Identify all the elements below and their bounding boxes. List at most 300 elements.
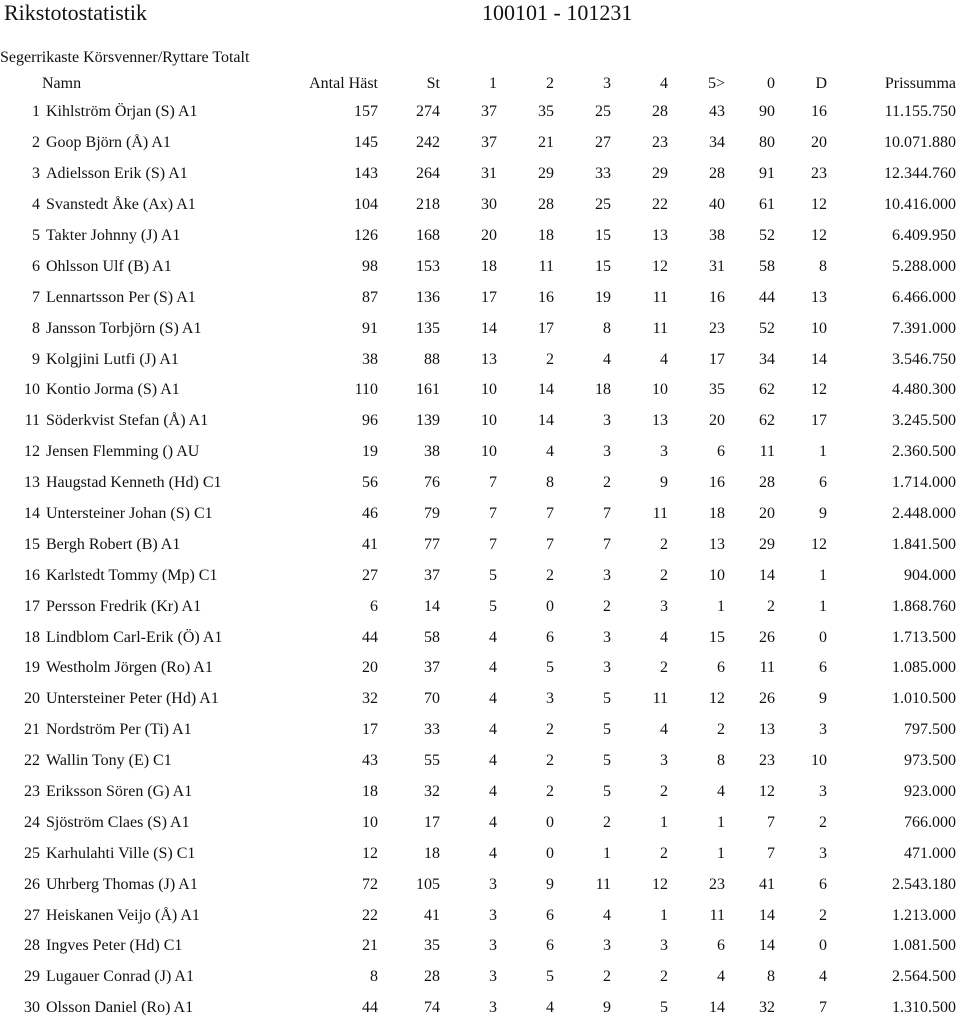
fifth-plus-cell: 23 (709, 875, 725, 893)
name-cell: Sjöström Claes (S) A1 (46, 813, 190, 831)
disq-cell: 1 (819, 566, 827, 584)
first-cell: 37 (481, 134, 497, 152)
second-cell: 5 (546, 659, 554, 677)
col-zero-header: 0 (767, 75, 775, 92)
starts-cell: 79 (424, 505, 440, 523)
zero-cell: 14 (759, 566, 775, 584)
prize-cell: 923.000 (904, 783, 956, 801)
first-cell: 20 (481, 227, 497, 244)
horses-cell: 96 (362, 412, 378, 430)
fourth-cell: 2 (660, 783, 668, 801)
starts-cell: 274 (416, 103, 440, 121)
table-row (0, 962, 960, 993)
horses-cell: 44 (362, 628, 378, 646)
third-cell: 3 (603, 412, 611, 430)
second-cell: 6 (546, 937, 554, 955)
starts-cell: 161 (416, 381, 440, 399)
rank-cell: 12 (24, 443, 40, 461)
second-cell: 0 (546, 813, 554, 831)
first-cell: 37 (481, 103, 497, 121)
horses-cell: 126 (354, 227, 378, 244)
col-third-header: 3 (603, 75, 611, 92)
third-cell: 4 (603, 350, 611, 368)
starts-cell: 37 (424, 659, 440, 677)
table-row (0, 437, 960, 468)
name-cell: Goop Björn (Å) A1 (46, 134, 171, 152)
second-cell: 2 (546, 783, 554, 801)
disq-cell: 8 (819, 257, 827, 275)
fourth-cell: 12 (652, 257, 668, 275)
second-cell: 3 (546, 690, 554, 708)
disq-cell: 0 (819, 628, 827, 646)
starts-cell: 33 (424, 721, 440, 739)
rank-cell: 10 (24, 381, 40, 399)
horses-cell: 87 (362, 288, 378, 306)
starts-cell: 88 (424, 350, 440, 368)
disq-cell: 2 (819, 813, 827, 831)
fifth-plus-cell: 20 (709, 412, 725, 430)
fourth-cell: 2 (660, 535, 668, 553)
document-title: Rikstotostatistik (4, 0, 148, 25)
second-cell: 28 (538, 196, 554, 214)
rank-cell: 3 (32, 165, 40, 183)
zero-cell: 28 (759, 474, 775, 492)
zero-cell: 34 (759, 350, 775, 368)
statistics-table (0, 71, 960, 1024)
rank-cell: 14 (24, 505, 40, 523)
disq-cell: 12 (811, 196, 827, 214)
prize-cell: 1.010.500 (892, 690, 956, 708)
col-first-header: 1 (489, 75, 497, 92)
table-row (0, 622, 960, 653)
zero-cell: 26 (759, 690, 775, 708)
prize-cell: 3.245.500 (892, 412, 956, 430)
disq-cell: 7 (819, 999, 827, 1017)
rank-cell: 30 (24, 999, 40, 1017)
first-cell: 4 (489, 721, 497, 739)
zero-cell: 91 (759, 165, 775, 183)
fifth-plus-cell: 1 (717, 813, 725, 831)
zero-cell: 7 (767, 813, 775, 831)
prize-cell: 2.448.000 (892, 505, 956, 523)
fourth-cell: 4 (660, 628, 668, 646)
rank-cell: 11 (24, 412, 40, 430)
fifth-plus-cell: 28 (709, 165, 725, 183)
rank-cell: 29 (24, 968, 40, 986)
second-cell: 14 (538, 381, 554, 399)
first-cell: 3 (489, 875, 497, 893)
second-cell: 0 (546, 597, 554, 615)
zero-cell: 62 (759, 412, 775, 430)
table-row (0, 777, 960, 808)
prize-cell: 2.564.500 (892, 968, 956, 986)
third-cell: 2 (603, 597, 611, 615)
rank-cell: 13 (24, 474, 40, 492)
zero-cell: 29 (759, 535, 775, 553)
fifth-plus-cell: 18 (709, 505, 725, 523)
third-cell: 2 (603, 474, 611, 492)
second-cell: 6 (546, 628, 554, 646)
disq-cell: 17 (811, 412, 827, 430)
first-cell: 3 (489, 937, 497, 955)
horses-cell: 157 (354, 103, 378, 121)
header-row (0, 71, 960, 97)
name-cell: Adielsson Erik (S) A1 (46, 165, 188, 183)
fifth-plus-cell: 12 (709, 690, 725, 708)
table-row (0, 313, 960, 344)
fifth-plus-cell: 4 (717, 783, 725, 801)
name-cell: Westholm Jörgen (Ro) A1 (46, 659, 213, 677)
fifth-plus-cell: 6 (717, 443, 725, 461)
third-cell: 3 (603, 443, 611, 461)
rank-cell: 7 (32, 288, 40, 306)
rank-cell: 23 (24, 783, 40, 801)
second-cell: 4 (546, 443, 554, 461)
starts-cell: 37 (424, 566, 440, 584)
starts-cell: 70 (424, 690, 440, 708)
first-cell: 5 (489, 566, 497, 584)
fourth-cell: 2 (660, 844, 668, 862)
second-cell: 35 (538, 103, 554, 121)
horses-cell: 17 (362, 721, 378, 739)
name-cell: Olsson Daniel (Ro) A1 (46, 999, 194, 1017)
starts-cell: 242 (416, 134, 440, 152)
disq-cell: 16 (811, 103, 827, 121)
starts-cell: 105 (416, 875, 440, 893)
first-cell: 5 (489, 597, 497, 615)
table-row (0, 715, 960, 746)
name-cell: Ingves Peter (Hd) C1 (46, 937, 183, 955)
first-cell: 3 (489, 999, 497, 1017)
first-cell: 4 (489, 659, 497, 677)
horses-cell: 6 (370, 597, 378, 615)
second-cell: 7 (546, 535, 554, 553)
table-row (0, 838, 960, 869)
fourth-cell: 22 (652, 196, 668, 214)
fourth-cell: 3 (660, 443, 668, 461)
third-cell: 2 (603, 813, 611, 831)
fourth-cell: 2 (660, 659, 668, 677)
fourth-cell: 13 (652, 412, 668, 430)
third-cell: 5 (603, 783, 611, 801)
table-row (0, 251, 960, 282)
name-cell: Karhulahti Ville (S) C1 (46, 844, 196, 862)
rank-cell: 21 (24, 721, 40, 739)
rank-cell: 28 (24, 937, 40, 955)
second-cell: 11 (538, 257, 554, 275)
first-cell: 17 (481, 288, 497, 306)
second-cell: 5 (546, 968, 554, 986)
disq-cell: 2 (819, 906, 827, 924)
fifth-plus-cell: 1 (717, 844, 725, 862)
second-cell: 18 (538, 227, 554, 244)
second-cell: 7 (546, 505, 554, 523)
col-disq-header: D (815, 75, 827, 92)
prize-cell: 3.546.750 (892, 350, 956, 368)
second-cell: 4 (546, 999, 554, 1017)
zero-cell: 14 (759, 906, 775, 924)
third-cell: 19 (595, 288, 611, 306)
name-cell: Karlstedt Tommy (Mp) C1 (46, 566, 218, 584)
fourth-cell: 2 (660, 968, 668, 986)
zero-cell: 58 (759, 257, 775, 275)
starts-cell: 153 (416, 257, 440, 275)
rank-cell: 18 (24, 628, 40, 646)
fourth-cell: 5 (660, 999, 668, 1017)
table-row (0, 807, 960, 838)
fifth-plus-cell: 38 (709, 227, 725, 244)
name-cell: Lugauer Conrad (J) A1 (46, 968, 194, 986)
prize-cell: 973.500 (904, 752, 956, 770)
third-cell: 5 (603, 690, 611, 708)
first-cell: 13 (481, 350, 497, 368)
rank-cell: 9 (32, 350, 40, 368)
prize-cell: 904.000 (904, 566, 956, 584)
rank-cell: 16 (24, 566, 40, 584)
prize-cell: 1.713.500 (892, 628, 956, 646)
fourth-cell: 1 (660, 813, 668, 831)
fourth-cell: 2 (660, 566, 668, 584)
first-cell: 31 (481, 165, 497, 183)
horses-cell: 145 (354, 134, 378, 152)
table-body (0, 97, 960, 1024)
rank-cell: 2 (32, 134, 40, 152)
third-cell: 1 (603, 844, 611, 862)
rank-cell: 19 (24, 659, 40, 677)
starts-cell: 218 (416, 196, 440, 214)
fourth-cell: 11 (652, 690, 668, 708)
table-row (0, 282, 960, 313)
disq-cell: 20 (811, 134, 827, 152)
name-cell: Ohlsson Ulf (B) A1 (46, 257, 172, 275)
prize-cell: 471.000 (904, 844, 956, 862)
first-cell: 4 (489, 752, 497, 770)
name-cell: Lennartsson Per (S) A1 (46, 288, 196, 306)
starts-cell: 139 (416, 412, 440, 430)
rank-cell: 6 (32, 257, 40, 275)
third-cell: 3 (603, 937, 611, 955)
first-cell: 10 (481, 443, 497, 461)
fourth-cell: 11 (652, 505, 668, 523)
third-cell: 18 (595, 381, 611, 399)
fifth-plus-cell: 2 (717, 721, 725, 739)
table-row (0, 468, 960, 499)
first-cell: 7 (489, 505, 497, 523)
fourth-cell: 4 (660, 350, 668, 368)
third-cell: 25 (595, 196, 611, 214)
name-cell: Haugstad Kenneth (Hd) C1 (46, 474, 222, 492)
fourth-cell: 3 (660, 752, 668, 770)
table-row (0, 591, 960, 622)
third-cell: 4 (603, 906, 611, 924)
disq-cell: 9 (819, 505, 827, 523)
name-cell: Söderkvist Stefan (Å) A1 (46, 412, 209, 430)
starts-cell: 74 (424, 999, 440, 1017)
horses-cell: 18 (362, 783, 378, 801)
zero-cell: 90 (759, 103, 775, 121)
table-row (0, 406, 960, 437)
name-cell: Bergh Robert (B) A1 (46, 535, 181, 553)
horses-cell: 143 (354, 165, 378, 183)
table-row (0, 746, 960, 777)
starts-cell: 28 (424, 968, 440, 986)
fifth-plus-cell: 11 (709, 906, 725, 924)
zero-cell: 62 (759, 381, 775, 399)
table-header (0, 71, 960, 97)
second-cell: 29 (538, 165, 554, 183)
fifth-plus-cell: 1 (717, 597, 725, 615)
zero-cell: 11 (759, 443, 775, 461)
starts-cell: 77 (424, 535, 440, 553)
zero-cell: 12 (759, 783, 775, 801)
second-cell: 9 (546, 875, 554, 893)
fifth-plus-cell: 8 (717, 752, 725, 770)
starts-cell: 32 (424, 783, 440, 801)
starts-cell: 35 (424, 937, 440, 955)
zero-cell: 11 (759, 659, 775, 677)
table-row (0, 190, 960, 221)
horses-cell: 43 (362, 752, 378, 770)
starts-cell: 38 (424, 443, 440, 461)
fifth-plus-cell: 35 (709, 381, 725, 399)
zero-cell: 52 (759, 227, 775, 244)
col-horses-header: Antal Häst (309, 75, 378, 92)
horses-cell: 10 (362, 813, 378, 831)
disq-cell: 12 (811, 381, 827, 399)
second-cell: 2 (546, 752, 554, 770)
name-cell: Svanstedt Åke (Ax) A1 (46, 196, 196, 214)
prize-cell: 1.868.760 (892, 597, 956, 615)
first-cell: 3 (489, 968, 497, 986)
zero-cell: 7 (767, 844, 775, 862)
prize-cell: 11.155.750 (884, 103, 956, 121)
zero-cell: 61 (759, 196, 775, 214)
table-row (0, 159, 960, 190)
table-row (0, 900, 960, 931)
name-cell: Kolgjini Lutfi (J) A1 (46, 350, 179, 368)
first-cell: 4 (489, 844, 497, 862)
third-cell: 3 (603, 566, 611, 584)
rank-cell: 17 (24, 597, 40, 615)
first-cell: 4 (489, 813, 497, 831)
rank-cell: 8 (32, 319, 40, 337)
rank-cell: 25 (24, 844, 40, 862)
name-cell: Nordström Per (Ti) A1 (46, 721, 192, 739)
second-cell: 2 (546, 350, 554, 368)
second-cell: 0 (546, 844, 554, 862)
starts-cell: 135 (416, 319, 440, 337)
horses-cell: 91 (362, 319, 378, 337)
name-cell: Jansson Torbjörn (S) A1 (46, 319, 202, 337)
prize-cell: 4.480.300 (892, 381, 956, 399)
table-row (0, 931, 960, 962)
zero-cell: 8 (767, 968, 775, 986)
rank-cell: 27 (24, 906, 40, 924)
fourth-cell: 12 (652, 875, 668, 893)
name-cell: Takter Johnny (J) A1 (46, 227, 181, 244)
prize-cell: 1.081.500 (892, 937, 956, 955)
horses-cell: 32 (362, 690, 378, 708)
fourth-cell: 29 (652, 165, 668, 183)
col-second-header: 2 (546, 75, 554, 92)
disq-cell: 3 (819, 844, 827, 862)
fourth-cell: 3 (660, 597, 668, 615)
third-cell: 9 (603, 999, 611, 1017)
name-cell: Persson Fredrik (Kr) A1 (46, 597, 202, 615)
third-cell: 7 (603, 505, 611, 523)
name-cell: Wallin Tony (E) C1 (46, 752, 172, 770)
rank-cell: 1 (32, 103, 40, 121)
col-fifth-plus-header: 5> (707, 75, 725, 92)
zero-cell: 20 (759, 505, 775, 523)
zero-cell: 2 (767, 597, 775, 615)
starts-cell: 18 (424, 844, 440, 862)
first-cell: 18 (481, 257, 497, 275)
table-row (0, 993, 960, 1024)
third-cell: 11 (595, 875, 611, 893)
zero-cell: 26 (759, 628, 775, 646)
table-row (0, 653, 960, 684)
col-fourth-header: 4 (660, 75, 668, 92)
second-cell: 8 (546, 474, 554, 492)
second-cell: 21 (538, 134, 554, 152)
fifth-plus-cell: 6 (717, 937, 725, 955)
fourth-cell: 3 (660, 937, 668, 955)
horses-cell: 110 (354, 381, 378, 399)
starts-cell: 168 (416, 227, 440, 244)
prize-cell: 797.500 (904, 721, 956, 739)
zero-cell: 80 (759, 134, 775, 152)
name-cell: Eriksson Sören (G) A1 (46, 783, 193, 801)
name-cell: Kontio Jorma (S) A1 (46, 381, 180, 399)
first-cell: 30 (481, 196, 497, 214)
fourth-cell: 23 (652, 134, 668, 152)
third-cell: 7 (603, 535, 611, 553)
starts-cell: 58 (424, 628, 440, 646)
table-row (0, 499, 960, 530)
prize-cell: 6.466.000 (892, 288, 956, 306)
disq-cell: 3 (819, 783, 827, 801)
first-cell: 4 (489, 783, 497, 801)
horses-cell: 72 (362, 875, 378, 893)
third-cell: 33 (595, 165, 611, 183)
starts-cell: 76 (424, 474, 440, 492)
second-cell: 16 (538, 288, 554, 306)
prize-cell: 1.310.500 (892, 999, 956, 1017)
starts-cell: 14 (424, 597, 440, 615)
fifth-plus-cell: 34 (709, 134, 725, 152)
table-row (0, 221, 960, 252)
name-cell: Jensen Flemming () AU (46, 443, 200, 461)
name-cell: Heiskanen Veijo (Å) A1 (46, 906, 200, 924)
prize-cell: 7.391.000 (892, 319, 956, 337)
horses-cell: 22 (362, 906, 378, 924)
horses-cell: 98 (362, 257, 378, 275)
third-cell: 25 (595, 103, 611, 121)
disq-cell: 4 (819, 968, 827, 986)
name-cell: Uhrberg Thomas (J) A1 (46, 875, 198, 893)
second-cell: 6 (546, 906, 554, 924)
prize-cell: 1.841.500 (892, 535, 956, 553)
prize-cell: 2.543.180 (892, 875, 956, 893)
table-row (0, 869, 960, 900)
first-cell: 7 (489, 474, 497, 492)
fourth-cell: 4 (660, 721, 668, 739)
prize-cell: 12.344.760 (884, 165, 956, 183)
disq-cell: 1 (819, 597, 827, 615)
rank-cell: 24 (24, 813, 40, 831)
fifth-plus-cell: 43 (709, 103, 725, 121)
